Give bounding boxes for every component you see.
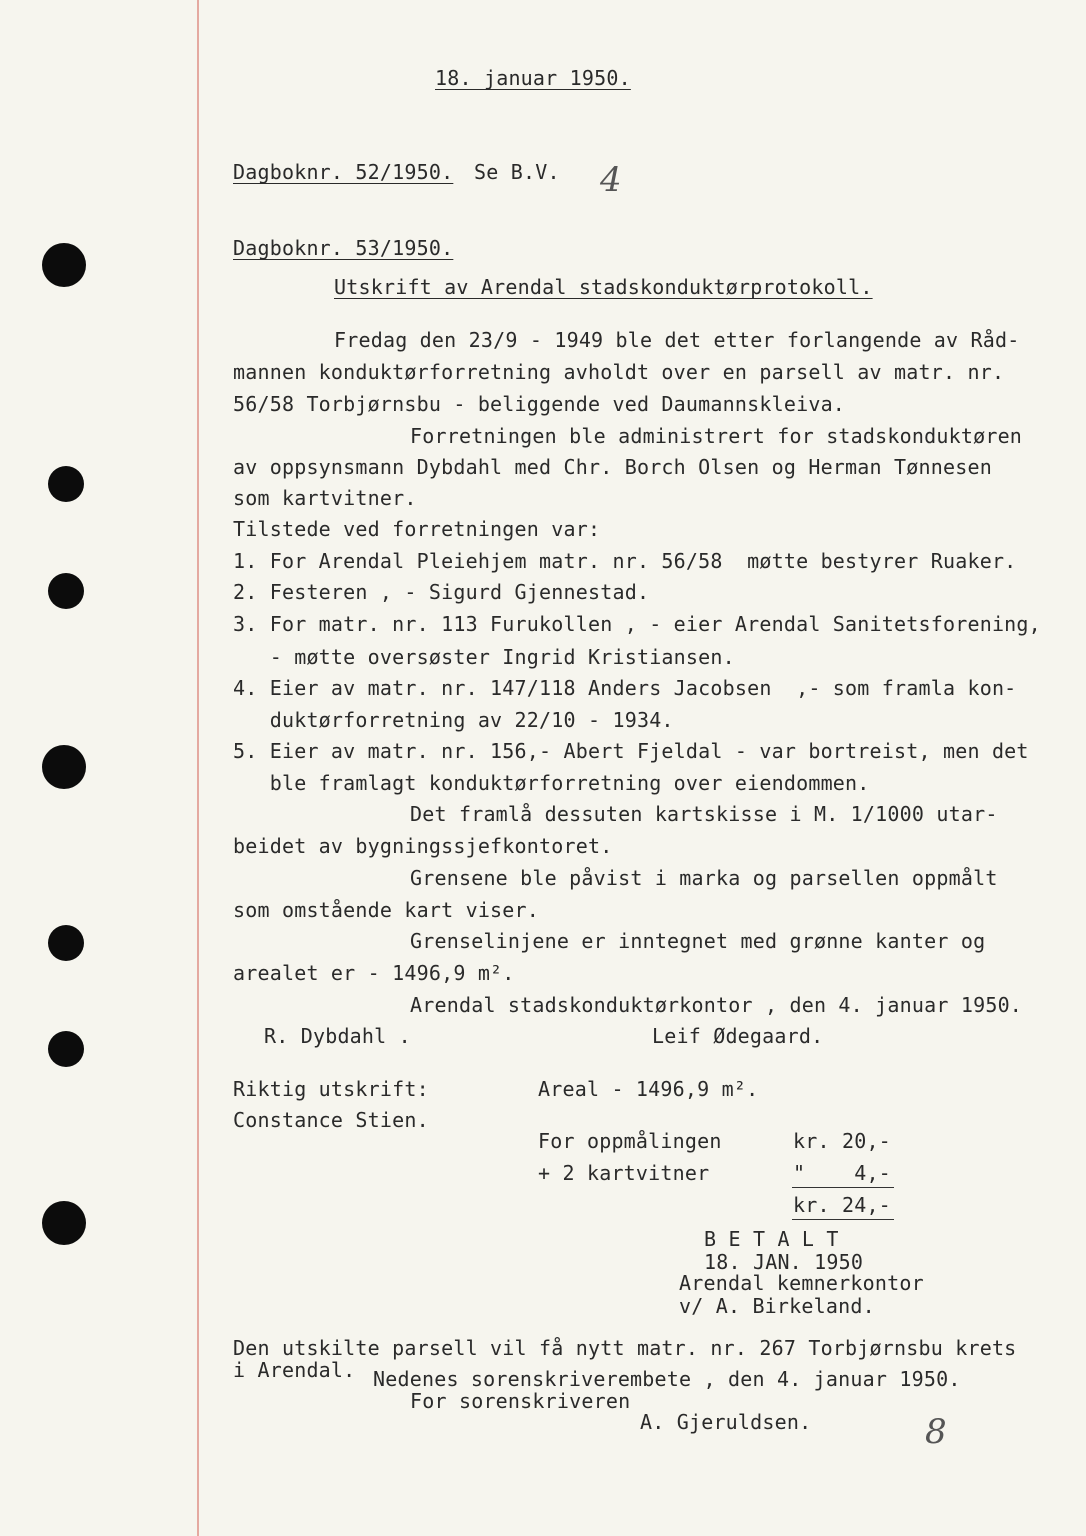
text-line: beidet av bygningssjefkontoret.	[233, 834, 613, 858]
text-line: mannen konduktørforretning avholdt over en parsell av matr. nr.	[233, 360, 1005, 384]
areal-line: Areal - 1496,9 m².	[538, 1077, 759, 1101]
total-underline	[792, 1219, 894, 1220]
text-line: av oppsynsmann Dybdahl med Chr. Borch Olsen og Herman Tønnesen	[233, 455, 992, 479]
text-line: som kartvitner.	[233, 486, 417, 510]
fee-label: For oppmålingen	[538, 1129, 722, 1153]
handwritten-mark-top: 4	[600, 160, 622, 200]
stamp-office: Arendal kemnerkontor	[679, 1271, 924, 1295]
list-item-continued: duktørforretning av 22/10 - 1934.	[233, 708, 674, 732]
fee-amount: kr. 20,-	[793, 1129, 891, 1153]
text-line: Det framlå dessuten kartskisse i M. 1/1000 utar-	[410, 802, 998, 826]
list-item-continued: ble framlagt konduktørforretning over eiendommen.	[233, 771, 870, 795]
signature-odegaard: Leif Ødegaard.	[652, 1024, 824, 1048]
riktig-utskrift-label: Riktig utskrift:	[233, 1077, 429, 1101]
text-line: Grenselinjene er inntegnet med grønne kanter og	[410, 929, 986, 953]
list-item: 4. Eier av matr. nr. 147/118 Anders Jacobsen ,- som framla kon-	[233, 676, 1017, 700]
sum-rule	[792, 1187, 894, 1188]
list-item: 3. For matr. nr. 113 Furukollen , - eier Arendal Sanitetsforening,	[233, 612, 1041, 636]
punch-hole	[42, 243, 86, 287]
punch-hole	[42, 1201, 86, 1245]
entry53-subtitle: Utskrift av Arendal stadskonduktørprotokoll.	[334, 275, 873, 299]
entry53-title: Dagboknr. 53/1950.	[233, 236, 454, 260]
place-date-line: Arendal stadskonduktørkontor , den 4. januar 1950.	[410, 993, 1023, 1017]
text-line: arealet er - 1496,9 m².	[233, 961, 515, 985]
text-line: Grensene ble påvist i marka og parsellen oppmålt	[410, 866, 998, 890]
stamp-date: 18. JAN. 1950	[704, 1250, 864, 1274]
text-line: Tilstede ved forretningen var:	[233, 517, 601, 541]
handwritten-mark-bottom: 8	[925, 1412, 947, 1452]
signer-gjeruldsen: A. Gjeruldsen.	[640, 1410, 812, 1434]
list-item: 1. For Arendal Pleiehjem matr. nr. 56/58 møtte bestyrer Ruaker.	[233, 549, 1017, 573]
entry52-title: Dagboknr. 52/1950.	[233, 160, 454, 184]
certifier-name: Constance Stien.	[233, 1108, 429, 1132]
punch-hole	[48, 466, 84, 502]
punch-hole	[48, 573, 84, 609]
fee-total: kr. 24,-	[793, 1193, 891, 1217]
punch-hole	[42, 745, 86, 789]
footer-line: Den utskilte parsell vil få nytt matr. nr. 267 Torbjørnsbu krets	[233, 1336, 1017, 1360]
fee-amount: " 4,-	[793, 1161, 891, 1185]
list-item: 5. Eier av matr. nr. 156,- Abert Fjeldal - var bortreist, men det	[233, 739, 1029, 763]
fee-label: + 2 kartvitner	[538, 1161, 710, 1185]
stamp-signer: v/ A. Birkeland.	[679, 1294, 875, 1318]
list-item: 2. Festeren , - Sigurd Gjennestad.	[233, 580, 650, 604]
margin-line	[197, 0, 199, 1536]
text-line: Forretningen ble administrert for stadskonduktøren	[410, 424, 1023, 448]
text-line: 56/58 Torbjørnsbu - beliggende ved Daumannskleiva.	[233, 392, 846, 416]
stamp-betalt: B E T A L T	[704, 1227, 839, 1251]
list-item-continued: - møtte oversøster Ingrid Kristiansen.	[233, 645, 735, 669]
header-date: 18. januar 1950.	[435, 66, 631, 90]
signature-dybdahl: R. Dybdahl .	[264, 1024, 411, 1048]
punch-hole	[48, 1031, 84, 1067]
court-office-line: Nedenes sorenskriverembete , den 4. januar 1950.	[373, 1367, 961, 1391]
text-line: Fredag den 23/9 - 1949 ble det etter forlangende av Råd-	[334, 328, 1020, 352]
entry52-note: Se B.V.	[474, 160, 560, 184]
for-sorenskriveren: For sorenskriveren	[410, 1389, 631, 1413]
footer-line: i Arendal.	[233, 1358, 356, 1382]
punch-hole	[48, 925, 84, 961]
text-line: som omstående kart viser.	[233, 898, 540, 922]
